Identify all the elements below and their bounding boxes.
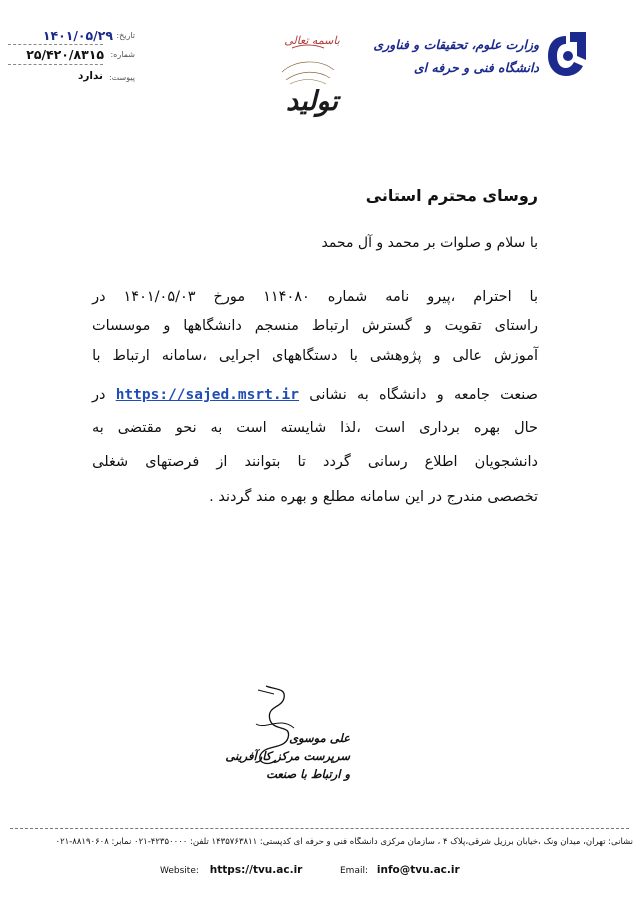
body-line [92, 449, 538, 475]
body-word: گسترش [361, 318, 412, 334]
body-word: رسانی [367, 454, 408, 470]
body-word: ،لذا [340, 420, 361, 436]
body-word: شماره [327, 289, 368, 305]
body-line [92, 313, 538, 339]
body-word: نشانی [309, 387, 347, 403]
meta-divider [8, 44, 103, 45]
body-word: آموزش [494, 348, 538, 364]
body-word: ،پیرو [427, 289, 456, 305]
body-word: ارتباط [311, 318, 350, 334]
website-label: Website: [160, 866, 199, 876]
body-word: احترام [473, 289, 512, 305]
emblem-top-text: باسمه تعالی [284, 34, 340, 47]
footer-website [160, 864, 303, 876]
body-word: ۱۱۴۰۸۰ [263, 289, 310, 305]
body-word: اجرایی [218, 348, 261, 364]
signatory-title: سرپرست مرکز کارآفرینی [225, 749, 350, 763]
body-word: بتوانند [244, 454, 281, 470]
body-word: جامعه [453, 387, 490, 403]
university-name: دانشگاه فنی و حرفه ای [413, 60, 539, 75]
attachment-label: پیوست: [108, 73, 135, 82]
body-word: نامه [385, 289, 410, 305]
body-word: با [529, 289, 538, 305]
body-word: دانشجویان [474, 454, 538, 470]
body-word: گردد [322, 454, 351, 470]
body-word: برداری [419, 420, 460, 436]
body-word: اطلاع [424, 454, 458, 470]
body-word: دانشگاهها [183, 318, 242, 334]
body-word: منسجم [254, 318, 299, 334]
greeting: با سلام و صلوات بر محمد و آل محمد [321, 235, 538, 251]
email-label: Email: [340, 866, 369, 876]
ministry-name: وزارت علوم، تحقیقات و فناوری [373, 37, 539, 52]
body-word: دستگاههای [272, 348, 338, 364]
body-word: عالی [452, 348, 483, 364]
body-word: ۱۴۰۱/۰۵/۰۳ [123, 289, 196, 305]
body-word: تخصصی مندرج در این سامانه مطلع و بهره مند گردند . [209, 489, 538, 505]
body-word: تا [297, 454, 306, 470]
body-word: فرصتهای [145, 454, 200, 470]
body-word: راستای [494, 318, 538, 334]
body-word: و [424, 318, 432, 334]
email-link[interactable]: info@tvu.ac.ir [376, 864, 460, 876]
body-line [92, 484, 538, 510]
body-word: با [349, 348, 358, 364]
salutation: روسای محترم استانی [365, 186, 538, 205]
meta-divider [8, 64, 103, 65]
body-word: با [92, 348, 101, 364]
body-word: و [163, 318, 171, 334]
body-word: شغلی [92, 454, 129, 470]
body-word: موسسات [92, 318, 151, 334]
body-word: حال [514, 420, 538, 436]
footer-email [340, 864, 470, 876]
system-url-link[interactable]: https://sajed.msrt.ir [115, 387, 300, 403]
footer-divider [10, 828, 629, 829]
body-word: به [210, 420, 223, 436]
signature-block [214, 729, 350, 783]
signatory-name: علی موسوی [289, 731, 350, 745]
body-word: بهره [473, 420, 501, 436]
body-word: صنعت [500, 387, 538, 403]
body-word: ارتباط [112, 348, 150, 364]
body-word: نحو [175, 420, 197, 436]
emblem-word: تولید [285, 86, 338, 117]
body-word: به [356, 387, 369, 403]
date-label: تاریخ: [116, 31, 135, 40]
body-word: ،سامانه [161, 348, 207, 364]
body-line [92, 343, 538, 369]
body-word: است [374, 420, 406, 436]
body-word: شایسته [280, 420, 327, 436]
body-word: دانشگاه [379, 387, 427, 403]
body-word: است [236, 420, 267, 436]
body-word: در [92, 289, 106, 305]
website-link[interactable]: https://tvu.ac.ir [209, 864, 303, 876]
date-value: ۱۴۰۱/۰۵/۲۹ [42, 28, 113, 43]
tvu-logo-icon [544, 30, 588, 82]
letter-number [12, 47, 137, 65]
body-word: از [216, 454, 228, 470]
attachment-value: ندارد [77, 70, 103, 82]
body-word: مقتضی [117, 420, 162, 436]
body-word: و [433, 348, 441, 364]
body-word: تقویت [444, 318, 482, 334]
body-word: مورخ [213, 289, 246, 305]
letter-attachment [12, 70, 137, 88]
footer-address: نشانی: تهران، میدان ونک ،خیابان برزیل شرقی،پلاک ۴ ، سازمان مرکزی دانشگاه فنی و حرفه ای کدپستی: ۱۴۳۵۷۶۳۸۱۱ تلفن: ۴۲۳۵۰۰۰۰-۰۲۱ نمابر: ۸۸۱۹۰۶۰۸-۰۲۱ [55, 837, 633, 847]
body-line [92, 415, 538, 441]
body-line [92, 382, 538, 408]
body-word: پژوهشی [369, 348, 422, 364]
body-word: به [92, 420, 104, 436]
signatory-title-2: و ارتباط با صنعت [266, 767, 350, 781]
body-line [92, 284, 538, 310]
body-word: در [92, 387, 106, 403]
number-value: ۲۵/۴۲۰/۸۳۱۵ [26, 47, 104, 62]
body-word: و [436, 387, 444, 403]
number-label: شماره: [110, 50, 135, 59]
